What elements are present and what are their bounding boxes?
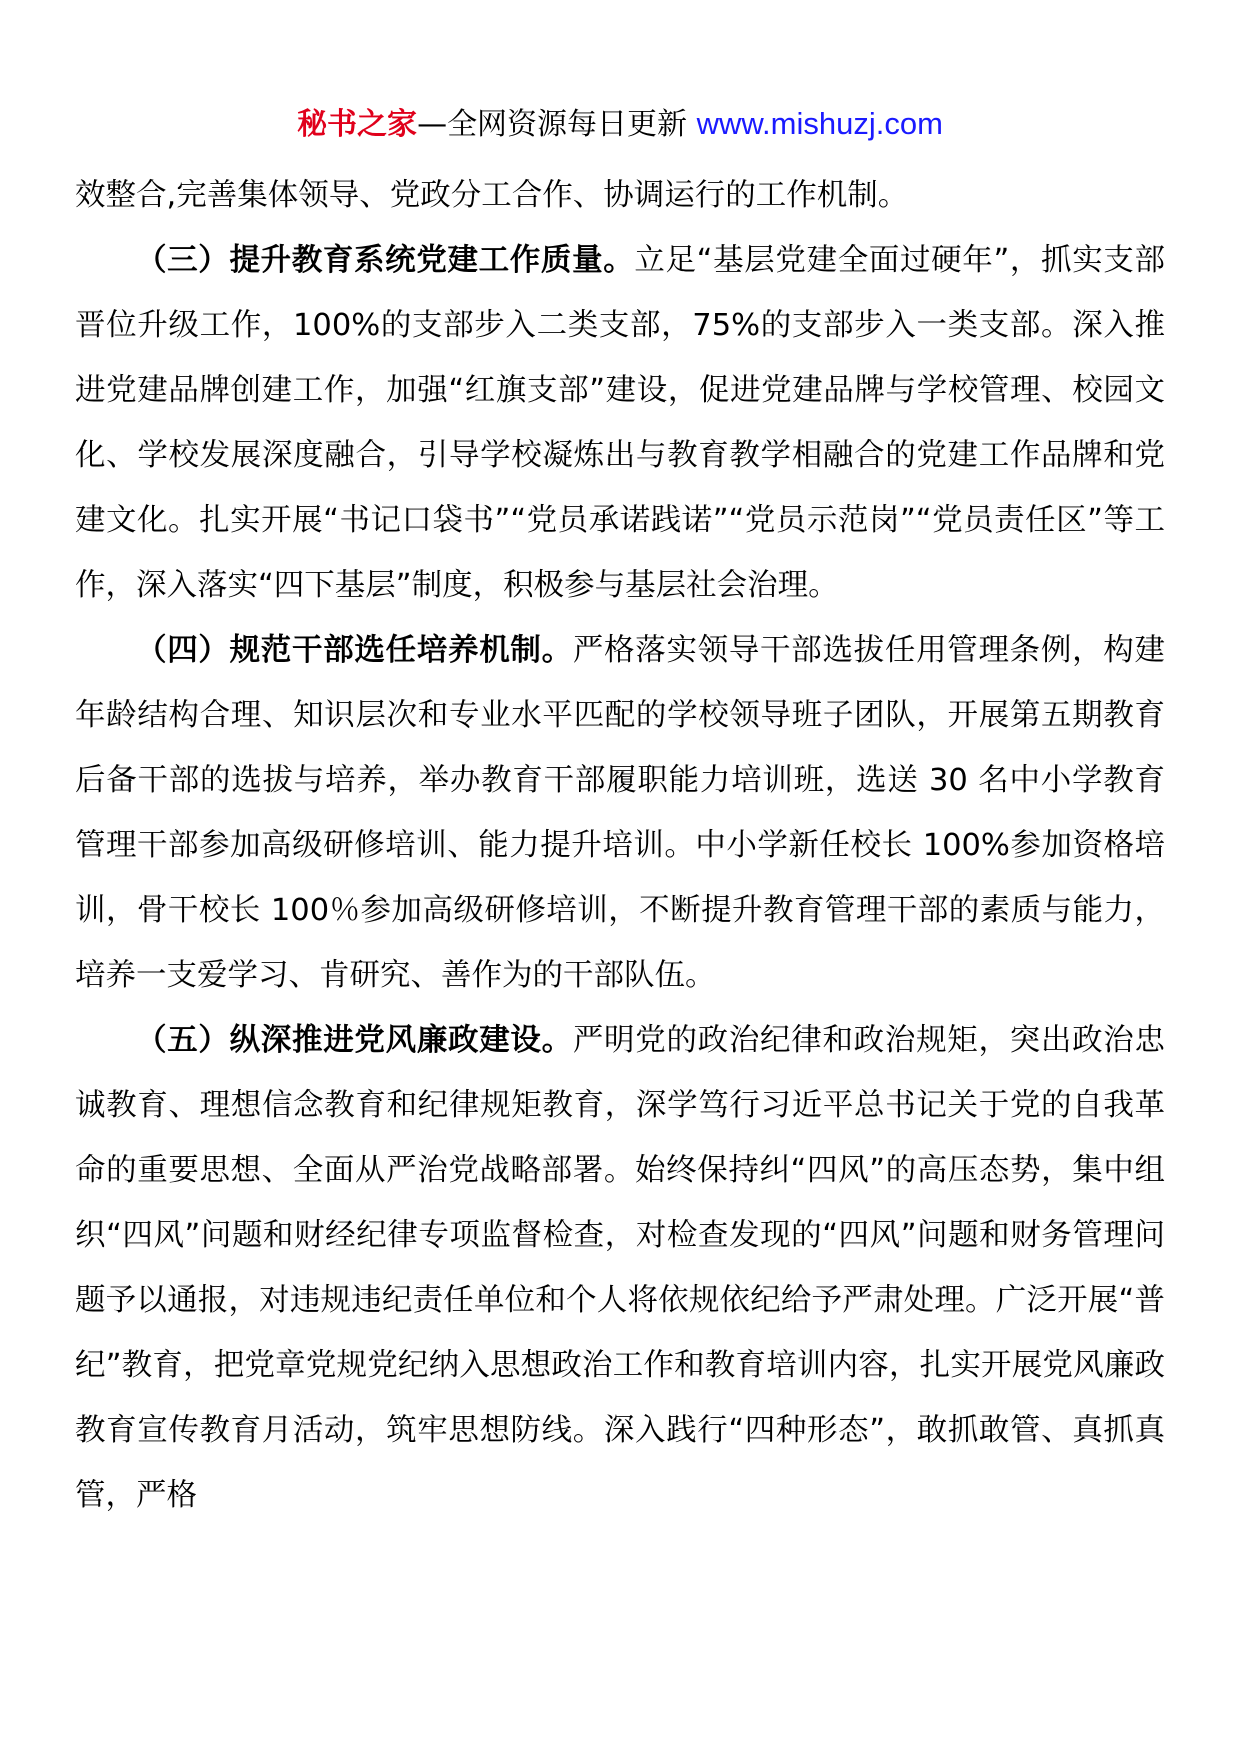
- document-body: [75, 163, 1165, 1528]
- paragraph-section-3: [75, 228, 1165, 618]
- header-tagline: —全网资源每日更新: [417, 107, 697, 142]
- header-site-link[interactable]: www.mishuzj.com: [696, 106, 943, 141]
- paragraph-text: 严明党的政治纪律和政治规矩，突出政治忠诚教育、理想信念教育和纪律规矩教育，深学笃行习近平总书记关于党的自我革命的重要思想、全面从严治党战略部署。始终保持纠“四风”的高压态势，集中组织“四风”问题和财经纪律专项监督检查，对检查发现的“四风”问题和财务管理问题予以通报，对违规违纪责任单位和个人将依规依纪给予严肃处理。广泛开展“普纪”教育，把党章党规党纪纳入思想政治工作和教育培训内容，扎实开展党风廉政教育宣传教育月活动，筑牢思想防线。深入践行“四种形态”，敢抓敢管、真抓真管，严格: [75, 1023, 1165, 1513]
- paragraph-section-5: [75, 1008, 1165, 1528]
- header-brand: 秘书之家: [297, 107, 418, 142]
- page-header: [0, 104, 1240, 145]
- paragraph-text: 立足“基层党建全面过硬年”，抓实支部晋位升级工作，100%的支部步入二类支部，75%的支部步入一类支部。深入推进党建品牌创建工作，加强“红旗支部”建设，促进党建品牌与学校管理、校园文化、学校发展深度融合，引导学校凝炼出与教育教学相融合的党建工作品牌和党建文化。扎实开展“书记口袋书”“党员承诺践诺”“党员示范岗”“党员责任区”等工作，深入落实“四下基层”制度，积极参与基层社会治理。: [75, 243, 1166, 603]
- paragraph-section-4: [75, 618, 1165, 1008]
- section-heading: （四）规范干部选任培养机制。: [136, 633, 573, 668]
- paragraph-text: 严格落实领导干部选拔任用管理条例，构建年龄结构合理、知识层次和专业水平匹配的学校领导班子团队，开展第五期教育后备干部的选拔与培养，举办教育干部履职能力培训班，选送 30 名中小学教育管理干部参加高级研修培训、能力提升培训。中小学新任校长 100%参加资格培训，骨干校长 100％参加高级研修培训，不断提升教育管理干部的素质与能力，培养一支爱学习、肯研究、善作为的干部队伍。: [75, 633, 1165, 993]
- paragraph-continuation: [75, 163, 1165, 228]
- paragraph-text: 效整合,完善集体领导、党政分工合作、协调运行的工作机制。: [75, 178, 909, 213]
- section-heading: （五）纵深推进党风廉政建设。: [136, 1023, 573, 1058]
- section-heading: （三）提升教育系统党建工作质量。: [136, 243, 635, 278]
